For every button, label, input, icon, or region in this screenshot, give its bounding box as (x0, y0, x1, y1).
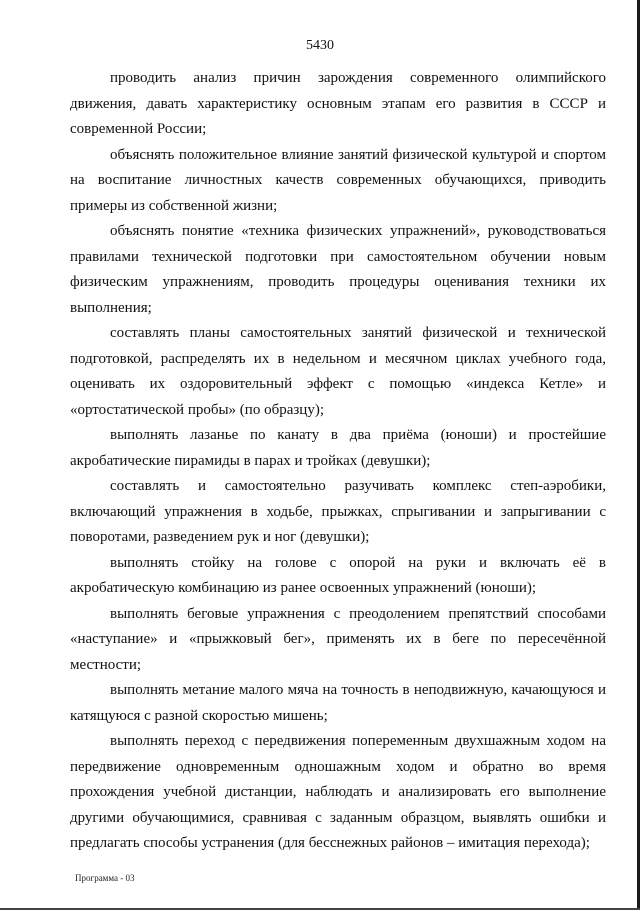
page-number: 5430 (306, 38, 334, 53)
paragraph: выполнять лазанье по канату в два приёма (юноши) и простейшие акробатические пирамиды в парах и тройках (девушки); (70, 427, 606, 469)
paragraph: выполнять стойку на голове с опорой на руки и включать её в акробатическую комбинацию из ранее освоенных упражнений (юноши); (70, 554, 606, 596)
body-text (70, 66, 606, 857)
paragraph: объяснять понятие «техника физических упражнений», руководствоваться правилами технической подготовки при самостоятельном обучении новым физическим упражнениям, проводить процедуры оценивания техники их выполнения; (70, 223, 606, 316)
paragraph: составлять планы самостоятельных занятий физической и технической подготовкой, распределять их в недельном и месячном циклах учебного года, оценивать их оздоровительный эффект с помощью «индекса Кетле» и «ортостатической пробы» (по образцу); (70, 325, 606, 418)
paragraph: выполнять метание малого мяча на точность в неподвижную, качающуюся и катящуюся с разной скоростью мишень; (70, 682, 606, 724)
paragraph: выполнять переход с передвижения попеременным двухшажным ходом на передвижение одновременным одношажным ходом и обратно во время прохождения учебной дистанции, наблюдать и анализировать его выполнение другими обучающимися, сравнивая с заданным образцом, выявлять ошибки и предлагать способы устранения (для бесснежных районов – имитация перехода); (70, 733, 606, 851)
footer-program-code: Программа - 03 (75, 873, 135, 883)
paragraph: выполнять беговые упражнения с преодолением препятствий способами «наступание» и «прыжковый бег», применять их в беге по пересечённой местности; (70, 605, 606, 673)
paragraph: объяснять положительное влияние занятий физической культурой и спортом на воспитание личностных качеств современных обучающихся, приводить примеры из собственной жизни; (70, 146, 606, 214)
paragraph: проводить анализ причин зарождения современного олимпийского движения, давать характеристику основным этапам его развития в СССР и современной России; (70, 70, 606, 137)
paragraph: составлять и самостоятельно разучивать комплекс степ-аэробики, включающий упражнения в ходьбе, прыжках, спрыгивании и запрыгивании с поворотами, разведением рук и ног (девушки); (70, 478, 606, 545)
